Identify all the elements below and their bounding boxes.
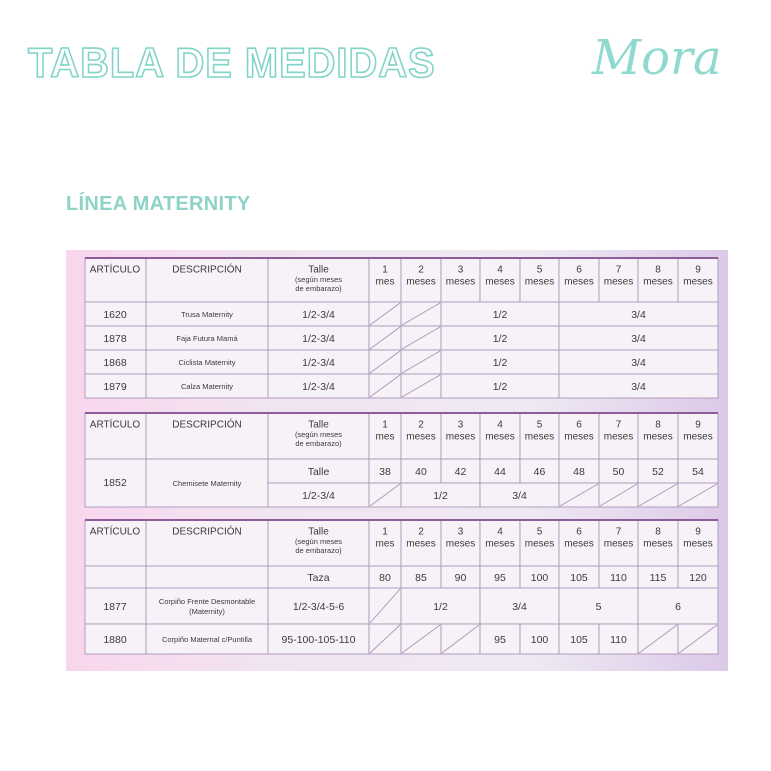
header-month-number: 4	[497, 264, 503, 276]
descripcion-text: Ciclista Maternity	[178, 357, 236, 367]
header-month-unit: meses	[603, 431, 634, 443]
header-month-unit: meses	[683, 538, 713, 550]
articulo-code: 1880	[103, 633, 127, 646]
articulo-code: 1877	[103, 600, 127, 613]
header-month-unit: meses	[406, 431, 436, 443]
header-month-unit: meses	[683, 431, 713, 443]
header-month-number: 1	[382, 419, 388, 431]
header-month-unit: meses	[485, 538, 515, 550]
header-talle-note: (según meses	[294, 536, 343, 546]
header-month-unit: mes	[375, 431, 395, 443]
month-cell-value: 3/4	[631, 380, 646, 393]
header-talle-note: de embarazo)	[295, 438, 342, 448]
descripcion-text: Chemisete Maternity	[172, 478, 242, 488]
header-month-number: 1	[382, 264, 388, 276]
talle-value: 1/2-3/4	[302, 489, 335, 502]
descripcion-cell	[146, 566, 268, 588]
month-cell-value: 44	[494, 465, 506, 478]
header-month-number: 8	[655, 264, 661, 276]
articulo-code: 1852	[103, 476, 127, 489]
header-articulo-label: ARTÍCULO	[89, 526, 141, 538]
header-month-unit: meses	[643, 538, 673, 550]
articulo-code: 1620	[103, 308, 127, 321]
month-cell-value: 80	[379, 571, 391, 584]
header-descripcion-label: DESCRIPCIÓN	[172, 419, 242, 431]
header-month-number: 2	[418, 264, 424, 276]
header-articulo-label: ARTÍCULO	[89, 264, 141, 276]
header-month-unit: meses	[643, 431, 673, 443]
header-month-unit: meses	[643, 276, 673, 288]
month-cell-value: 5	[595, 600, 602, 613]
header-month-number: 2	[418, 419, 424, 431]
month-cell-value: 1/2	[433, 489, 448, 502]
month-cell-value: 1/2	[492, 380, 508, 393]
month-cell-value: 105	[570, 633, 588, 646]
header-articulo-label: ARTÍCULO	[89, 419, 141, 431]
descripcion-text: (Maternity)	[189, 606, 225, 616]
month-cell-value: 1/2	[433, 600, 448, 613]
header-talle-note: de embarazo)	[295, 283, 342, 293]
talle-value: 1/2-3/4	[302, 332, 335, 345]
month-cell-value: 105	[570, 571, 588, 584]
month-cell-value: 38	[379, 465, 391, 478]
month-cell-value: 6	[675, 600, 681, 613]
month-cell-value: 100	[530, 571, 549, 584]
header-descripcion-label: DESCRIPCIÓN	[172, 264, 242, 276]
header-month-unit: meses	[524, 538, 555, 550]
header-month-unit: meses	[683, 276, 713, 288]
header-month-number: 2	[418, 526, 424, 538]
month-cell-value: 110	[610, 571, 627, 584]
articulo-code: 1879	[103, 380, 127, 393]
descripcion-text: Faja Futura Mamá	[176, 333, 238, 343]
descripcion-text: Corpiño Frente Desmontable	[158, 596, 256, 606]
header-month-number: 9	[695, 526, 701, 538]
month-cell-value: 95	[494, 571, 506, 584]
month-cell-value: 40	[415, 465, 427, 478]
month-cell-value: 3/4	[512, 489, 527, 502]
header-month-unit: meses	[445, 431, 476, 443]
header-talle-label: Talle	[308, 264, 329, 276]
articulo-cell	[85, 566, 146, 588]
header-month-unit: meses	[564, 431, 594, 443]
talle-value: 1/2-3/4	[302, 380, 335, 393]
descripcion-text: Trusa Maternity	[181, 309, 233, 319]
header-talle-label: Talle	[308, 526, 329, 538]
header-month-number: 5	[536, 526, 543, 538]
month-cell-value: 52	[652, 465, 664, 478]
brand-logo: Mora	[592, 30, 722, 86]
header-month-unit: meses	[445, 538, 476, 550]
articulo-code: 1868	[103, 356, 127, 369]
month-cell-value: 100	[530, 633, 549, 646]
header-month-number: 3	[457, 264, 464, 276]
header-month-number: 4	[497, 526, 503, 538]
header-month-number: 5	[536, 264, 543, 276]
month-cell-value: 120	[689, 571, 707, 584]
month-cell-value: 3/4	[631, 332, 646, 345]
talle-value: Taza	[307, 571, 330, 584]
month-cell-value: 3/4	[631, 308, 646, 321]
header-month-unit: mes	[375, 538, 395, 550]
month-cell-value: 50	[612, 465, 625, 478]
header-talle-note: de embarazo)	[295, 545, 342, 555]
descripcion-text: Corpiño Maternal c/Puntilla	[161, 634, 253, 644]
header-month-unit: meses	[485, 276, 515, 288]
header-month-number: 7	[615, 419, 622, 431]
month-cell-value: 1/2	[492, 332, 508, 345]
header-month-unit: meses	[524, 276, 555, 288]
header-month-unit: meses	[603, 538, 634, 550]
header-month-number: 9	[695, 419, 701, 431]
header-month-number: 1	[382, 526, 388, 538]
header-month-number: 3	[457, 419, 464, 431]
month-cell-value: 115	[649, 571, 667, 584]
month-cell-value: 3/4	[512, 600, 527, 613]
header-month-number: 4	[497, 419, 503, 431]
header-month-unit: meses	[564, 276, 594, 288]
month-cell-value: 48	[573, 465, 585, 478]
talle-value: 1/2-3/4-5-6	[292, 600, 345, 613]
header-talle-note: (según meses	[294, 274, 343, 284]
header-month-number: 7	[615, 526, 622, 538]
month-cell-value: 1/2	[492, 308, 508, 321]
month-cell-value: 42	[454, 465, 467, 478]
header-month-number: 5	[536, 419, 543, 431]
talle-value: 1/2-3/4	[302, 356, 335, 369]
header-month-number: 7	[615, 264, 622, 276]
header-month-unit: meses	[406, 276, 436, 288]
header-month-number: 6	[576, 264, 582, 276]
month-cell-value: 54	[692, 465, 704, 478]
header-month-unit: meses	[445, 276, 476, 288]
header-month-number: 8	[655, 526, 661, 538]
section-title: LÍNEA MATERNITY	[66, 193, 251, 215]
header-talle-note: (según meses	[294, 429, 343, 439]
header-month-unit: meses	[603, 276, 634, 288]
month-cell-value: 85	[415, 571, 427, 584]
month-cell-value: 3/4	[631, 356, 646, 369]
month-cell-value: 90	[454, 571, 467, 584]
header-month-number: 6	[576, 419, 582, 431]
header-month-unit: meses	[524, 431, 555, 443]
header-talle-label: Talle	[308, 419, 329, 431]
header-month-unit: meses	[564, 538, 594, 550]
page-title: TABLA DE MEDIDAS	[28, 39, 436, 86]
month-cell-value: 95	[494, 633, 506, 646]
month-cell-value: 1/2	[492, 356, 508, 369]
talle-value: 95-100-105-110	[281, 633, 356, 646]
month-cell-value: 46	[533, 465, 546, 478]
header-month-number: 8	[655, 419, 661, 431]
header-descripcion-label: DESCRIPCIÓN	[172, 526, 242, 538]
header-month-unit: meses	[406, 538, 436, 550]
talle-value: Talle	[307, 465, 330, 478]
header-month-unit: meses	[485, 431, 515, 443]
articulo-code: 1878	[103, 332, 127, 345]
talle-value: 1/2-3/4	[302, 308, 335, 321]
header-month-number: 3	[457, 526, 464, 538]
month-cell-value: 110	[610, 633, 627, 646]
header-month-number: 6	[576, 526, 582, 538]
header-month-number: 9	[695, 264, 701, 276]
header-month-unit: mes	[375, 276, 395, 288]
descripcion-text: Calza Maternity	[180, 381, 234, 391]
